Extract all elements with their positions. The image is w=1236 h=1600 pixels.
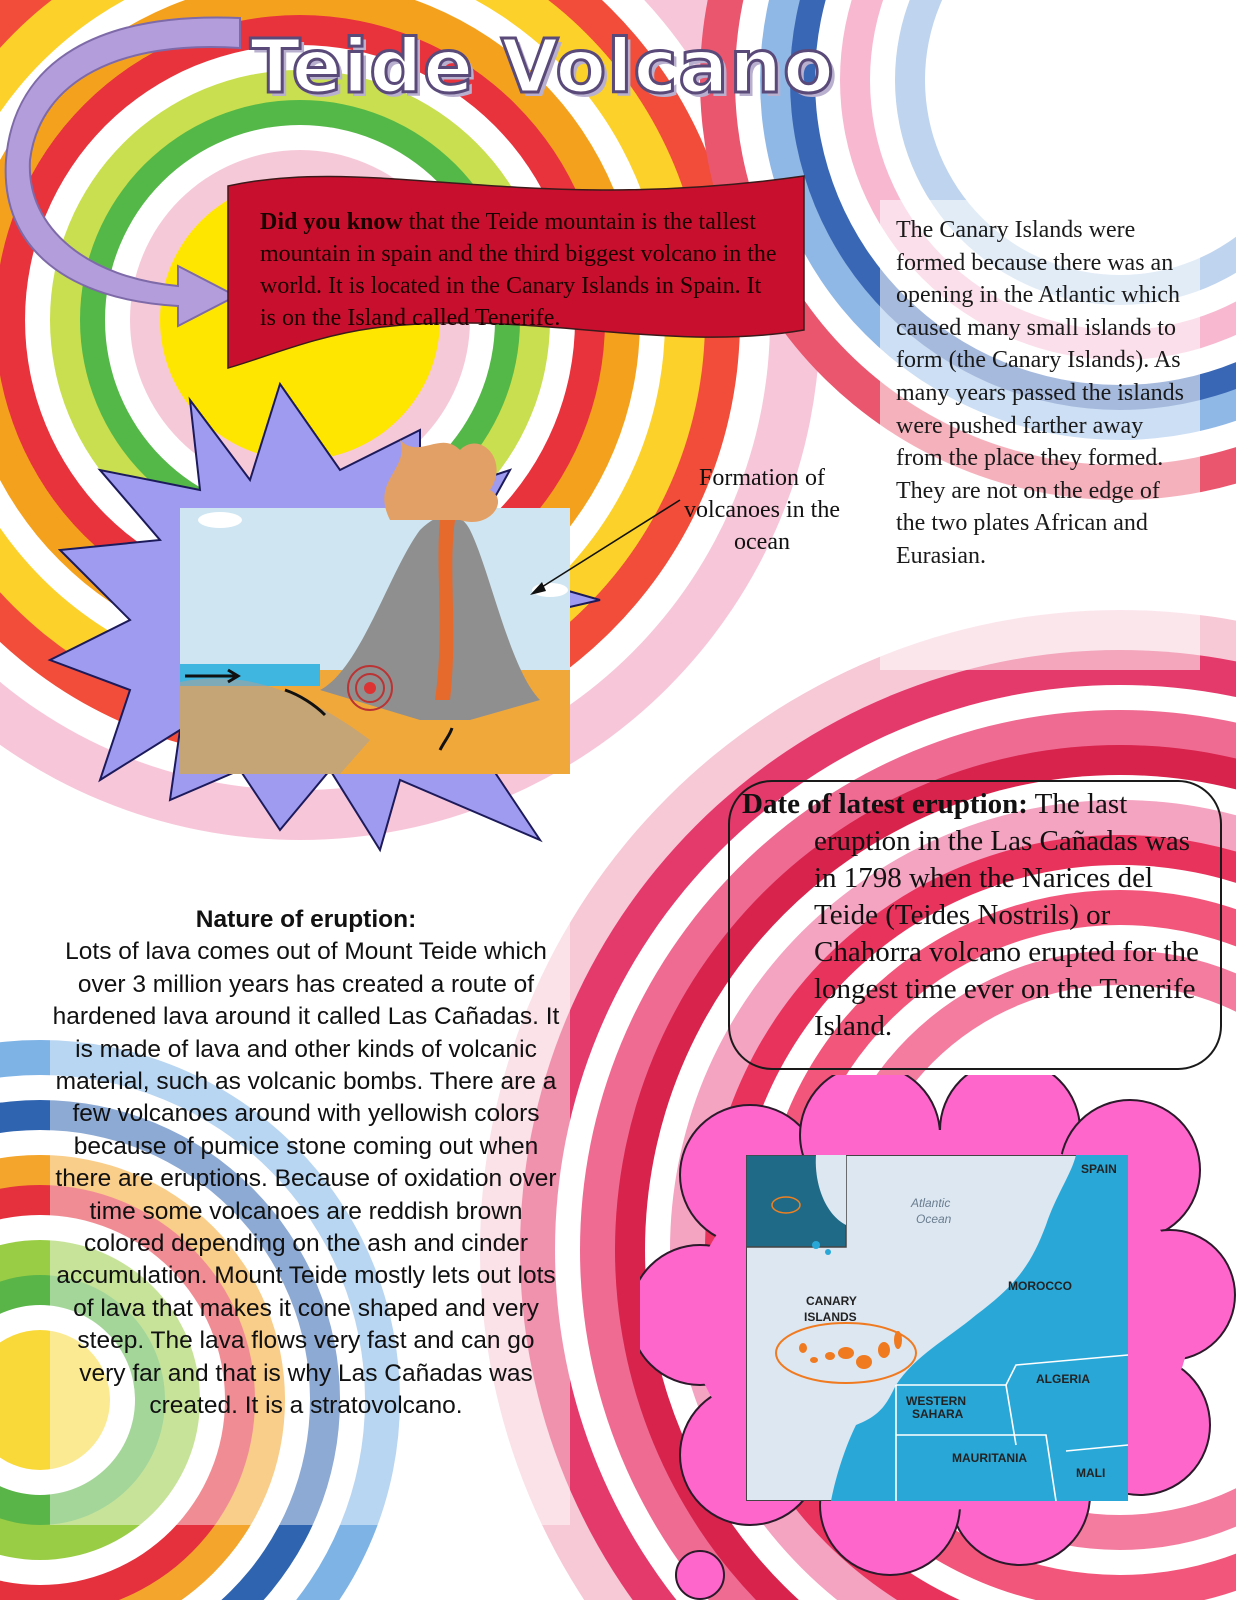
map-label-morocco: MOROCCO	[1008, 1279, 1072, 1293]
map-label-ocean-line2: Ocean	[916, 1212, 952, 1226]
map-label-algeria: ALGERIA	[1036, 1372, 1090, 1386]
nature-of-eruption-heading: Nature of eruption:	[195, 906, 417, 933]
map-label-mali: MALI	[1076, 1466, 1106, 1480]
did-you-know-body: that the Teide mountain is the tallest mountain in spain and the third biggest volcano in the world. It is located in the Canary Islands in Spain. It is on the Island called Tenerife.	[260, 209, 777, 331]
starburst-diagram	[40, 370, 620, 860]
diagram-caption: Formation of volcanoes in the ocean	[684, 465, 840, 555]
nature-of-eruption-body: Lots of lava comes out of Mount Teide which over 3 million years has created a route of hardened lava around it called Las Cañadas. It is made of lava and other kinds of volcanic material, such as volcanic bombs. There are a few volcanoes around with yellowish colors because of pumice stone coming out when there are eruptions. Because of oxidation over time some volcanoes are reddish brown colored depending on the ash and cinder accumulation. Mount Teide mostly lets out lots of lava that makes it cone shaped and very steep. The lava flows very fast and can go very far and that is why Las Cañadas was created. It is a stratovolcano.	[52, 938, 560, 1420]
did-you-know-text	[260, 206, 780, 334]
map-label-spain: SPAIN	[1081, 1162, 1117, 1176]
map-label-canary-line2: ISLANDS	[804, 1310, 857, 1324]
did-you-know-lead: Did you know	[260, 209, 403, 235]
map-label-western-sahara-line1: WESTERN	[906, 1394, 966, 1408]
nature-of-eruption-section	[52, 904, 560, 1423]
latest-eruption-body: The last eruption in the Las Cañadas was in 1798 when the Narices del Teide (Teides Nostrils) or Chahorra volcano erupted for the longest time ever on the Tenerife Island.	[814, 788, 1199, 1042]
latest-eruption-text	[742, 786, 1212, 1045]
map-label-mauritania: MAURITANIA	[952, 1451, 1028, 1465]
canary-islands-paragraph: The Canary Islands were formed because there was an opening in the Atlantic which caused many small islands to form (the Canary Islands). As many years passed the islands were pushed farther away from the place they formed. They are not on the edge of the two plates African and Eurasian.	[896, 217, 1184, 569]
map-label-ocean-line1: Atlantic	[911, 1196, 951, 1210]
canary-islands-map	[746, 1155, 1128, 1501]
map-label-western-sahara-line2: SAHARA	[912, 1407, 964, 1421]
page-title: Teide Volcano	[250, 24, 835, 110]
latest-eruption-heading: Date of latest eruption:	[742, 788, 1028, 820]
map-label-canary-line1: CANARY	[806, 1294, 857, 1308]
